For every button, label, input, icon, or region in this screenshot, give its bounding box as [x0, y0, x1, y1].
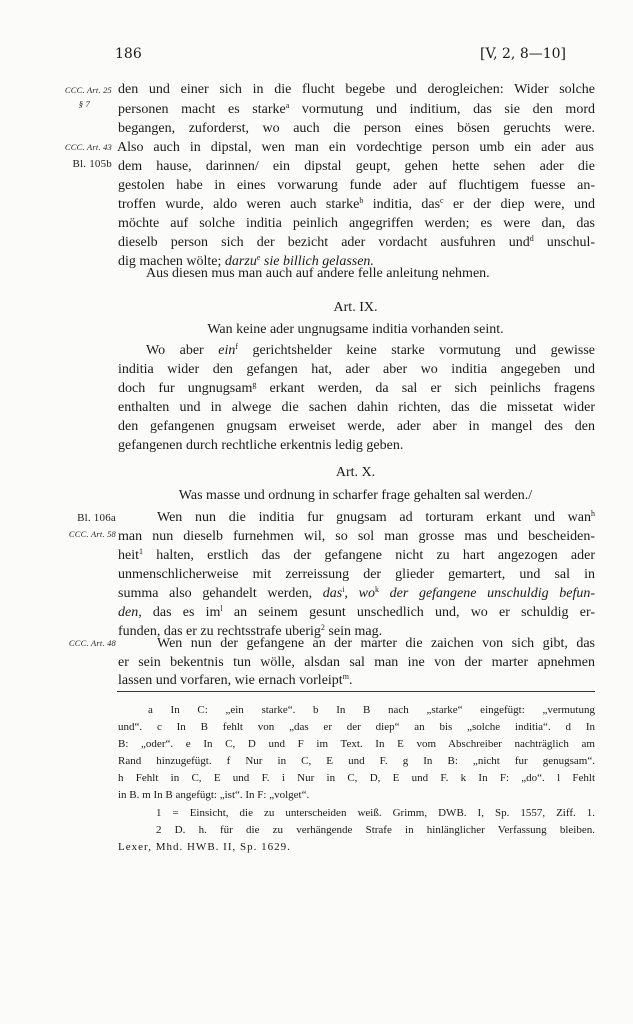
text-line: gestolen habe in eines vorwarung funde ader auf fluchtigem fuesse an-	[118, 178, 595, 193]
article-title-x: Was masse und ordnung in scharfer frage gehalten sal werden./	[178, 488, 533, 503]
margin-note-ccc-art-48: CCC. Art. 48	[68, 638, 116, 648]
text-line: dig machen wölte; darzu$^e$ sie billich gelassen.	[118, 253, 374, 269]
margin-note-bl-106a: Bl. 106a	[77, 512, 116, 524]
footnote-line: h Fehlt in C, E und F. i Nur in C, D, E und F. k In F: „do“. l Fehlt	[118, 772, 595, 784]
text-line: den, das es $im^l$ an seinem gesunt unschedlich und, wo er schuldig er-	[118, 604, 595, 620]
text-line: personen macht es starke$^a$ vormutung und inditium, das sie den mord	[118, 101, 595, 117]
text-line: Wen nun der gefangene an der marter die zaichen von sich gibt, das	[157, 636, 595, 651]
text-line: enthalten und in alwege die sachen dahin richten, das die missetat wider	[118, 400, 595, 415]
text-line: begangen, zuforderst, wo auch die person eines bösen geruchts were.	[118, 121, 595, 136]
footnote-divider	[117, 691, 595, 692]
margin-note-ccc-art-25: CCC. Art. 25	[64, 85, 112, 95]
text-line: unmenschlicherweise mit zerreissung der glieder gemartert, und sal in	[118, 567, 595, 582]
footnote-line: a In C: „ein starke“. b In B nach „starke“ eingefügt: „vermutung	[148, 704, 595, 716]
text-line: funden, das er zu rechtsstrafe uberig$^2$ sein mag.	[118, 623, 383, 639]
footnote-line: 1 = Einsicht, die zu unterscheiden weiß. Grimm, DWB. I, Sp. 1557, Ziff. 1.	[156, 807, 595, 819]
margin-note-ccc-art-58: CCC. Art. 58	[68, 529, 116, 539]
margin-note-section-7: § 7	[78, 99, 90, 109]
article-heading-x: Art. X.	[335, 465, 376, 480]
text-line: Wo aber ein$^f$ gerichtshelder keine starke vormutung und gewisse	[146, 342, 596, 358]
article-title-ix: Wan keine ader ungnugsame inditia vorhanden seint.	[207, 322, 504, 337]
text-line: den gefangenen gnugsam erweiset werde, ader aber in mangel des den	[118, 419, 595, 434]
text-line: summa also gehandelt werden, das$^i$, $wo^k$ der gefangene unschuldig befun-	[118, 585, 596, 601]
text-line: er sein bekentnis tun wölle, alsdan sal man ine von der marter apnehmen	[118, 655, 595, 670]
footnote-line: B: „oder“. e In C, D und F im Text. In E vom Abschreiber nachträglich am	[118, 738, 595, 750]
footnote-line: 2 D. h. für die zu verhängende Strafe in hinlänglicher Verfassung bleiben.	[156, 824, 595, 836]
text-line: inditia wider den gefangen hat, ader aber wo inditia angegeben und	[118, 362, 595, 377]
footnote-line: Rand hinzugefügt. f Nur in C, E und F. g In B: „nicht fur genugsam“.	[118, 755, 595, 767]
text-line: doch fur ungnugsam$^g$ erkant werden, da sal er sich peinlichs fragens	[118, 380, 596, 396]
margin-note-ccc-art-43: CCC. Art. 43	[64, 142, 112, 152]
text-line: troffen wurde, aldo weren auch starke$^b$ inditia, das$^c$ er der diep were, und	[118, 196, 596, 212]
text-line: möchte auf solche inditia peinlich angegriffen werden; es were dan, das	[118, 216, 595, 231]
text-line: Aus diesen mus man auch auf andere felle anleitung nehmen.	[146, 266, 490, 281]
text-line: dem hause, darinnen/ ein dipstal geupt, gehen hette sehen ader die	[118, 159, 595, 174]
footnote-line: und“. c In B fehlt von „das er der diep“ an bis „solche inditia“. d In	[118, 721, 595, 733]
text-line: den und einer sich in die flucht begebe und derogleichen: Wider solche	[118, 82, 595, 97]
article-heading-ix: Art. IX.	[333, 300, 378, 315]
margin-note-bl-105b: Bl. 105b	[72, 158, 112, 170]
text-line: Also auch in dipstal, wen man ein vordechtige person umb ein ader aus	[117, 140, 594, 155]
page-number: 186	[115, 46, 142, 62]
text-line: Wen nun die inditia fur gnugsam ad torturam erkant und wan$^h$	[157, 509, 595, 525]
text-line: heit$^1$ halten, erstlich das der gefangene nicht zu hart angezogen ader	[118, 547, 595, 563]
footnote-line: Lexer, Mhd. HWB. II, Sp. 1629.	[118, 841, 291, 853]
text-line: dieselb person sich der bezicht ader vordacht ausfuhren und$^d$ unschul-	[118, 234, 595, 250]
text-line: lassen und vorfaren, wie ernach vorleipt$^m$.	[118, 672, 353, 688]
footnote-line: in B. m In B angefügt: „ist“. In F: „volget“.	[118, 789, 310, 801]
text-line: gefangenen durch rechtliche erkentnis ledig geben.	[118, 438, 404, 453]
section-reference: [V, 2, 8—10]	[480, 46, 567, 62]
text-line: man nun dieselb furnehmen wil, so sol man grosse mas und bescheiden-	[118, 529, 595, 544]
